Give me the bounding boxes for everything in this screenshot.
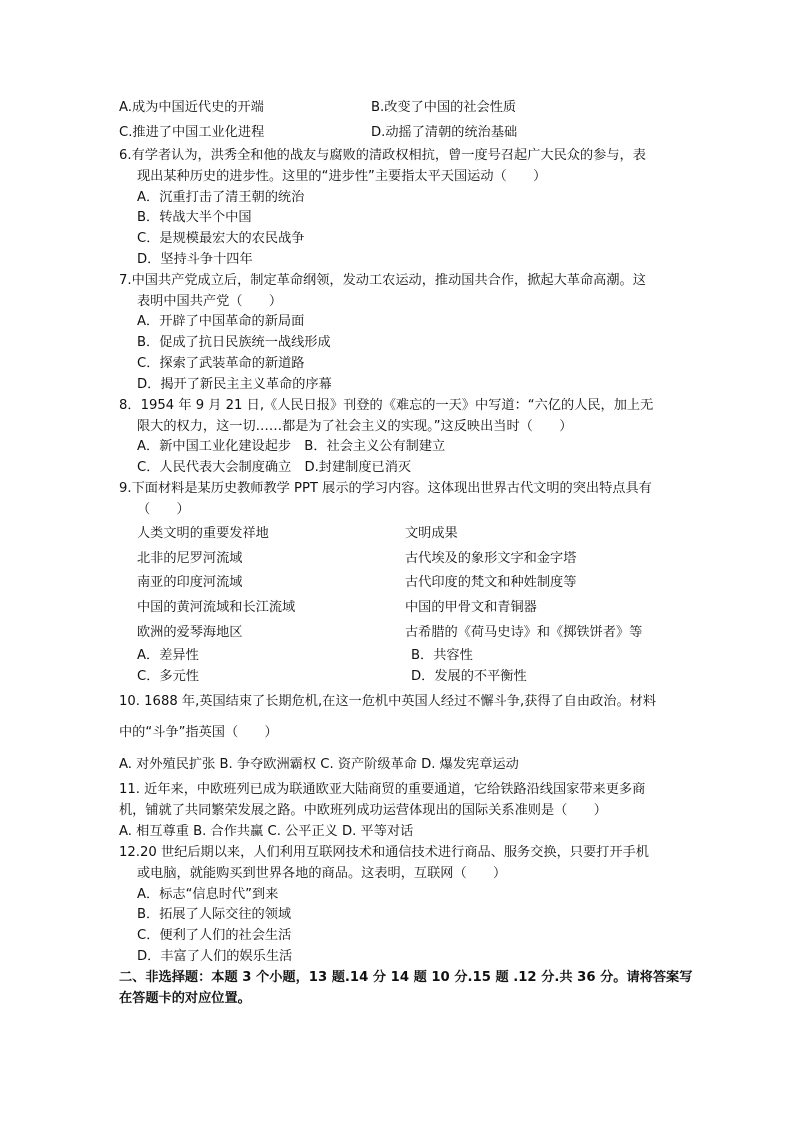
q6-option-d: D．坚持斗争十四年 — [137, 252, 253, 267]
q10-stem-line1: 10. 1688 年,英国结束了长期危机,在这一危机中英国人经过不懈斗争,获得了自由政治。材料 — [119, 694, 657, 709]
q5-option-a: A.成为中国近代史的开端 — [119, 100, 264, 115]
q12-option-a: A．标志“信息时代”到来 — [137, 887, 279, 902]
q7-stem-line2: 表明中国共产党（ ） — [137, 294, 283, 309]
q6-stem-line1: 6.有学者认为，洪秀全和他的战友与腐败的清政权相抗，曾一度号召起广大民众的参与，表 — [119, 148, 646, 163]
q7-stem-line1: 7.中国共产党成立后，制定革命纲领，发动工农运动，推动国共合作，掀起大革命高潮。这 — [119, 273, 646, 288]
q11-stem-line2: 机，铺就了共同繁荣发展之路。中欧班列成功运营体现出的国际关系准则是（ ） — [119, 803, 607, 818]
q11-options: A. 相互尊重 B. 合作共赢 C. 公平正义 D. 平等对话 — [119, 824, 414, 839]
q6-option-a: A．沉重打击了清王朝的统治 — [137, 190, 305, 205]
q6-stem-line2: 现出某种历史的进步性。这里的“进步性”主要指太平天国运动（ ） — [137, 169, 547, 184]
q9-stem-line2: （ ） — [137, 502, 190, 517]
q12-option-b: B．拓展了人际交往的领域 — [137, 907, 292, 922]
table-row-origin: 中国的黄河流域和长江流域 — [137, 600, 296, 615]
q12-option-d: D．丰富了人们的娱乐生活 — [137, 949, 293, 964]
table-header-achievement: 文明成果 — [405, 526, 458, 541]
q7-option-a: A．开辟了中国革命的新局面 — [137, 314, 305, 329]
q9-option-a: A．差异性 — [137, 648, 199, 663]
q11-stem-line1: 11. 近年来，中欧班列已成为联通欧亚大陆商贸的重要通道，它给铁路沿线国家带来更多商 — [119, 782, 646, 797]
table-row-achievement: 古代埃及的象形文字和金字塔 — [405, 551, 577, 566]
q8-options-line2: C．人民代表大会制度确立 D.封建制度已消灭 — [137, 460, 412, 475]
q9-option-d: D．发展的不平衡性 — [411, 669, 527, 684]
q5-option-b: B.改变了中国的社会性质 — [371, 100, 517, 115]
q8-stem-line2: 限大的权力，这一切……都是为了社会主义的实现。”这反映出当时（ ） — [137, 419, 573, 434]
q9-option-b: B．共容性 — [411, 648, 473, 663]
q12-stem-line2: 或电脑，就能购买到世界各地的商品。这表明，互联网（ ） — [137, 866, 507, 881]
table-row-achievement: 中国的甲骨文和青铜器 — [405, 600, 537, 615]
q5-option-d: D.动摇了清朝的统治基础 — [371, 125, 518, 140]
table-header-origin: 人类文明的重要发祥地 — [137, 526, 269, 541]
q6-option-c: C．是规模最宏大的农民战争 — [137, 231, 305, 246]
section2-heading-line1: 二、非选择题：本题 3 个小题，13 题.14 分 14 题 10 分.15 题 .12 分.共 36 分。请将答案写 — [119, 970, 693, 985]
q8-stem-line1: 8．1954 年 9 月 21 日,《人民日报》刊登的《难忘的一天》中写道：“六亿的人民，加上无 — [119, 398, 654, 413]
q8-options-line1: A．新中国工业化建设起步 B．社会主义公有制建立 — [137, 439, 446, 454]
q9-stem-line1: 9.下面材料是某历史教师教学 PPT 展示的学习内容。这体现出世界古代文明的突出特点具有 — [119, 481, 652, 496]
q7-option-b: B．促成了抗日民族统一战线形成 — [137, 335, 331, 350]
q10-stem-line2: 中的“斗争”指英国（ ） — [119, 725, 278, 740]
q12-stem-line1: 12.20 世纪后期以来，人们利用互联网技术和通信技术进行商品、服务交换，只要打开手机 — [119, 845, 649, 860]
table-row-achievement: 古希腊的《荷马史诗》和《掷铁饼者》等 — [405, 625, 643, 640]
table-row-origin: 北非的尼罗河流域 — [137, 551, 243, 566]
q10-options: A. 对外殖民扩张 B. 争夺欧洲霸权 C. 资产阶级革命 D. 爆发宪章运动 — [119, 757, 519, 772]
q5-option-c: C.推进了中国工业化进程 — [119, 125, 265, 140]
table-row-achievement: 古代印度的梵文和种姓制度等 — [405, 575, 577, 590]
q7-option-c: C．探索了武装革命的新道路 — [137, 356, 305, 371]
table-row-origin: 南亚的印度河流域 — [137, 575, 243, 590]
table-row-origin: 欧洲的爱琴海地区 — [137, 625, 243, 640]
q9-option-c: C．多元性 — [137, 669, 199, 684]
q6-option-b: B．转战大半个中国 — [137, 210, 252, 225]
section2-heading-line2: 在答题卡的对应位置。 — [119, 991, 251, 1006]
q7-option-d: D．揭开了新民主主义革命的序幕 — [137, 377, 332, 392]
q12-option-c: C．便利了人们的社会生活 — [137, 928, 292, 943]
